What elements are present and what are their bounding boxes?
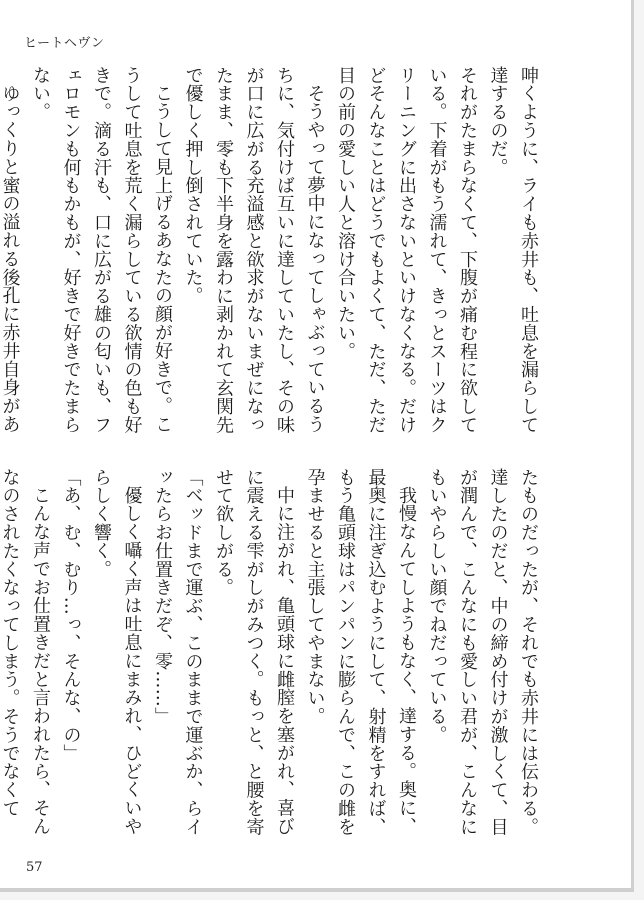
paragraph: たものだったが、それでも赤井には伝わる。達したのだと、中の締め付けが激しくて、目が潤んで、こんなにも愛しい君が、こんなにもいやらしい顔でねだっている。 <box>426 468 539 836</box>
dialogue-line: 「ベッドまで運ぶ、このままで運ぶか、らイッたらお仕置きだぞ、零……」 <box>152 468 204 836</box>
dialogue-line: 「あ、む、むり…っ、そんな、の」 <box>60 468 82 763</box>
page-number: 57 <box>26 860 43 875</box>
paragraph: 優しく囁く声は吐息にまみれ、ひどくいやらしく響く。 <box>91 468 143 836</box>
paragraph: こんな声でお仕置きだと言われたら、そんなのされたくなってしまう。そうでなくて <box>0 468 51 836</box>
lower-text-block <box>0 468 543 846</box>
paragraph: そうやって夢中になってしゃぶっているうちに、気付けば互いに達していたし、その味が口に広がる充溢感と欲求がないまぜになったまま、零も下半身を露わに剥かれて玄関先で優しく押し倒されていた。 <box>182 66 326 434</box>
paragraph: こうして見上げるあなたの顔が好きで。こうして吐息を荒く漏らしている欲情の色も好きで。滴る汗も、口に広がる雄の匂いも、フェロモンも何もかもが、好きで好きでたまらない。 <box>30 66 173 434</box>
paragraph: 我慢なんてしようもなく、達する。奥に、最奥に注ぎ込むようにして、射精をすれば、もう亀頭球はパンパンに膨らんで、この雌を孕ませると主張してやまない。 <box>304 468 417 836</box>
paragraph: 中に注がれ、亀頭球に雌膣を塞がれ、喜びに震える雫がしがみつく。もっと、と腰を寄せて欲しがる。 <box>213 468 295 836</box>
running-header-title: ヒートヘヴン <box>24 36 105 51</box>
paragraph: 呻くように、ライも赤井も、吐息を漏らして達するのだ。 <box>487 66 539 434</box>
paragraph: それがたまらなくて、下腹が痛む程に欲している。下着がもう濡れて、きっとスーツはクリーニングに出さないといけなくなる。だけどそんなことはどうでもよくて、ただ、ただ目の前の愛しい人と溶け合いたい。 <box>335 66 478 434</box>
paragraph: ゆっくりと蜜の溢れる後孔に赤井自身があ <box>0 84 21 434</box>
upper-text-block <box>0 66 543 438</box>
